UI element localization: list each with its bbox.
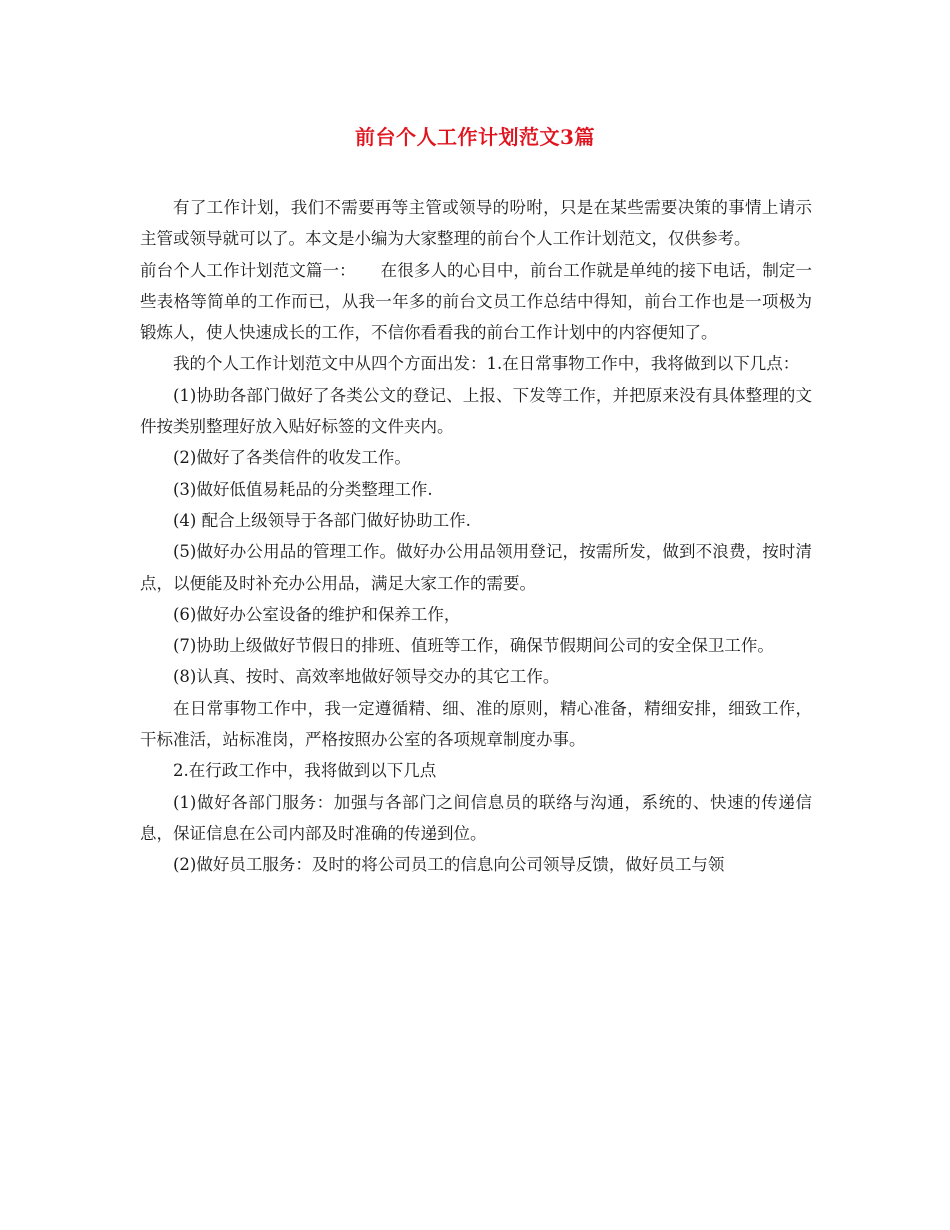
paragraph: 有了工作计划，我们不需要再等主管或领导的吩咐，只是在某些需要决策的事情上请示主管或领导就可以了。本文是小编为大家整理的前台个人工作计划范文，仅供参考。: [140, 198, 812, 249]
paragraph: (1)做好各部门服务：加强与各部门之间信息员的联络与沟通，系统的、快速的传递信息，保证信息在公司内部及时准确的传递到位。: [140, 792, 812, 843]
document-body: [140, 192, 812, 881]
paragraph: 前台个人工作计划范文篇一： 在很多人的心目中，前台工作就是单纯的接下电话，制定一些表格等简单的工作而已，从我一年多的前台文员工作总结中得知，前台工作也是一项极为锻炼人，使人快速成长的工作，不信你看看我的前台工作计划中的内容便知了。: [140, 260, 812, 343]
paragraph: (2)做好员工服务：及时的将公司员工的信息向公司领导反馈，做好员工与领: [173, 855, 725, 875]
paragraph: 我的个人工作计划范文中从四个方面出发：1.在日常事物工作中，我将做到以下几点：: [173, 354, 800, 374]
paragraph: 2.在行政工作中，我将做到以下几点: [173, 761, 437, 781]
paragraph: (3)做好低值易耗品的分类整理工作.: [173, 479, 433, 499]
paragraph: (1)协助各部门做好了各类公文的登记、上报、下发等工作，并把原来没有具体整理的文件按类别整理好放入贴好标签的文件夹内。: [140, 385, 812, 437]
paragraph: (7)协助上级做好节假日的排班、值班等工作，确保节假期间公司的安全保卫工作。: [173, 636, 774, 656]
paragraph: (4) 配合上级领导于各部门做好协助工作.: [173, 510, 471, 530]
paragraph: (8)认真、按时、高效率地做好领导交办的其它工作。: [173, 667, 560, 687]
paragraph: (2)做好了各类信件的收发工作。: [173, 448, 411, 468]
paragraph: 在日常事物工作中，我一定遵循精、细、准的原则，精心准备，精细安排，细致工作，干标准活，站标准岗，严格按照办公室的各项规章制度办事。: [140, 698, 812, 750]
paragraph: (5)做好办公用品的管理工作。做好办公用品领用登记，按需所发，做到不浪费，按时清点，以便能及时补充办公用品，满足大家工作的需要。: [140, 542, 812, 593]
paragraph: (6)做好办公室设备的维护和保养工作，: [173, 604, 461, 624]
document-title: 前台个人工作计划范文3篇: [355, 125, 595, 149]
